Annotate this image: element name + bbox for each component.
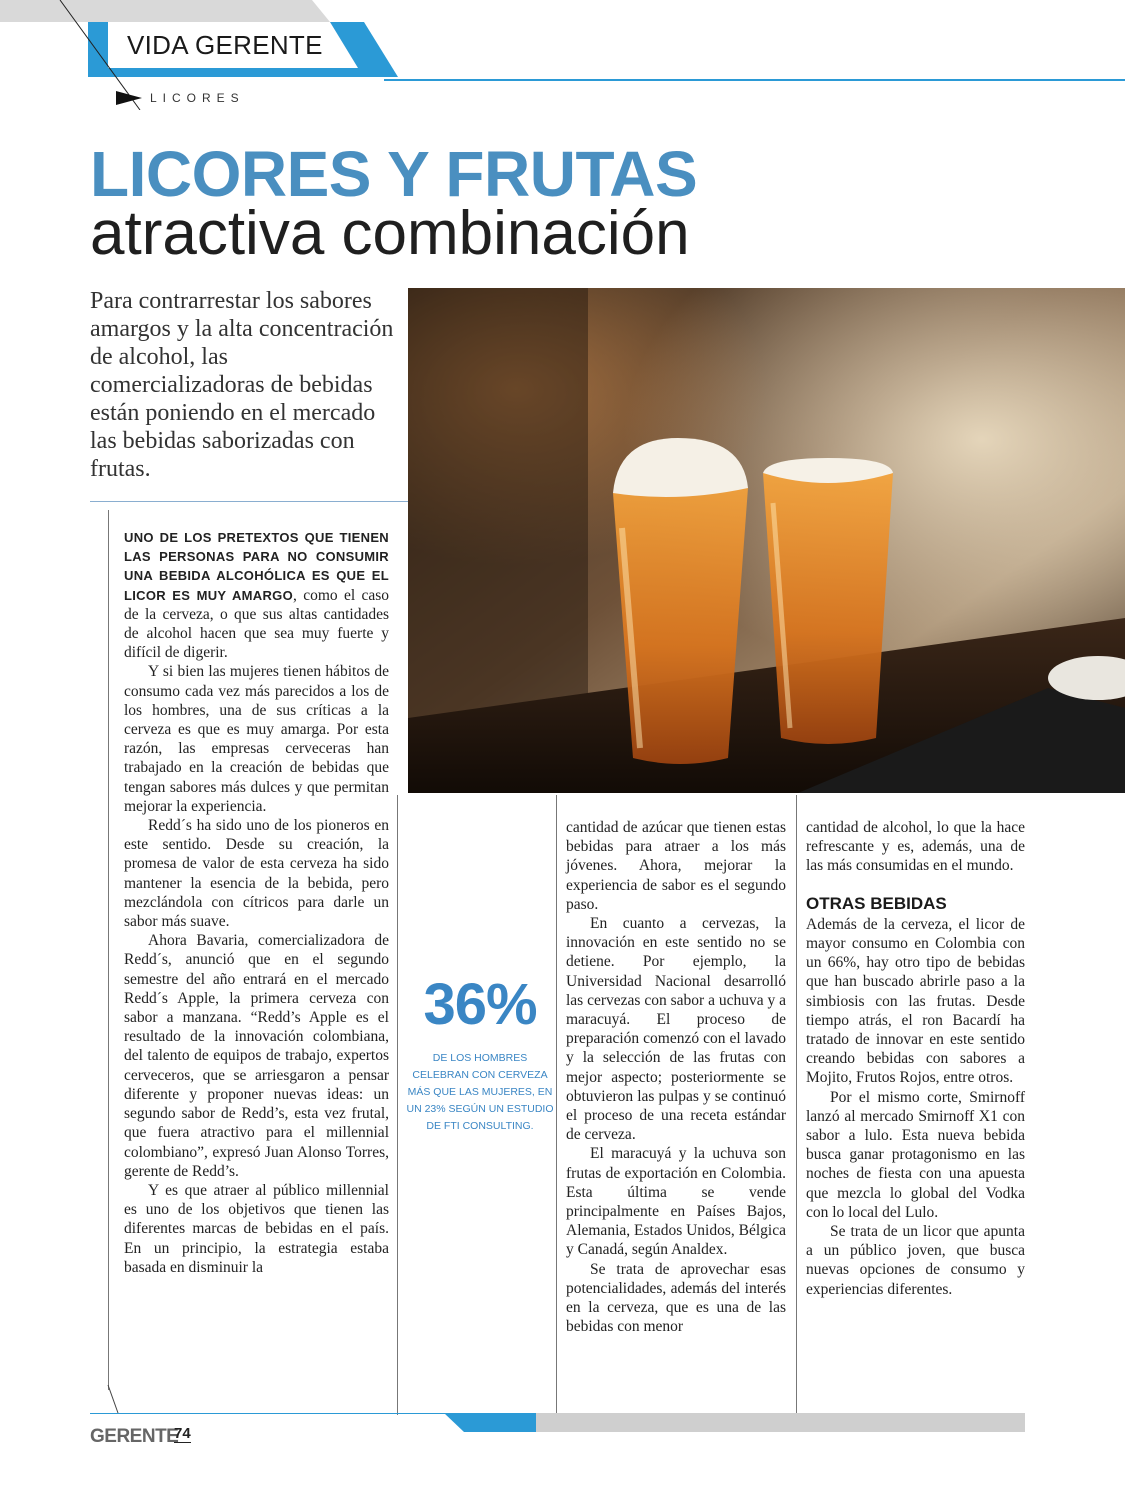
- column-rule-3: [796, 795, 797, 1415]
- stat-value: 36%: [423, 972, 537, 1037]
- lead-paragraph: Para contrarrestar los sabores amargos y la alta concentración de alcohol, las comercializadoras de bebidas están poniendo en el mercado las bebidas saborizadas con frutas.: [90, 288, 394, 482]
- article-column-3: [806, 818, 1025, 1299]
- column-rule-2: [556, 795, 557, 1415]
- decorative-corner: [100, 1385, 120, 1415]
- column-rule-left: [108, 510, 109, 1390]
- subsection-label: LICORES: [150, 91, 245, 105]
- headline: LICORES Y FRUTAS: [90, 138, 698, 210]
- intro-text: , como el caso de la cerveza, o que sus altas cantidades de alcohol hacen que sea muy fuerte y difícil de digerir.: [124, 586, 389, 662]
- paragraph: Redd´s ha sido uno de los pioneros en este sentido. Desde su creación, la promesa de valor de esta cerveza ha sido mantener la esencia de la bebida, pero mezclándola con cítricos para darle un sabor más suave.: [124, 817, 389, 931]
- paragraph: En cuanto a cervezas, la innovación en este sentido no se detiene. Por ejemplo, la Universidad Nacional desarrolló las cervezas con sabor a uchuva y a maracuyá. El proceso de preparación comenzó con el lavado y la selección de las frutas con mejor aspecto; posteriormente se obtuvieron las pulpas y se continuó el proceso de una receta estándar de cerveza.: [566, 915, 786, 1144]
- paragraph: Por el mismo corte, Smirnoff lanzó al mercado Smirnoff X1 con sabor a lulo. Esta nueva bebida busca ganar protagonismo en las noches de fiesta con una apuesta que mezcla lo global del Vodka con lo local del Lulo.: [806, 1088, 1025, 1221]
- footer-gray-band: [536, 1413, 1025, 1432]
- paragraph: Ahora Bavaria, comercializadora de Redd´s, anunció que en el segundo semestre del año entrará en el mercado Redd´s Apple, la primera cerveza con sabor a manzana. “Redd’s Apple es el resultado de la innovación colombiana, del talento de equipos de trabajo, expertos cerveceros, que se arriesgaron a pensar diferente y proponer nuevas ideas: un segundo sabor de Redd’s, esta vez frutal, que fuera atractivo para el millennial colombiano”, expresó Juan Alonso Torres, gerente de Redd’s.: [124, 932, 389, 1180]
- paragraph: Se trata de aprovechar esas potencialidades, además del interés en la cerveza, que es una de las bebidas con menor: [566, 1260, 786, 1336]
- section-title: VIDA GERENTE: [127, 30, 323, 60]
- beer-glasses-photo: [408, 288, 1125, 793]
- column-rule-1: [397, 795, 398, 1415]
- section-heading: OTRAS BEBIDAS: [806, 893, 947, 913]
- paragraph: Además de la cerveza, el licor de mayor consumo en Colombia con un 66%, hay otro tipo de bebidas que han buscado abrirle paso a la simbiosis con las frutas. Desde tiempo atrás, el ron Bacardí ha tratado de innovar en este sentido creando bebidas con sabores a Mojito, Frutos Rojos, entre otros.: [806, 915, 1025, 1087]
- stat-caption: DE LOS HOMBRES CELEBRAN CON CERVEZA MÁS QUE LAS MUJERES, EN UN 23% SEGÚN UN ESTUDIO DE FTI CONSULTING.: [406, 1052, 554, 1132]
- lead-rule: [90, 501, 410, 502]
- intro-caps: UNO DE LOS PRETEXTOS QUE TIENEN LAS PERSONAS PARA NO CONSUMIR UNA BEBIDA ALCOHÓLICA ES QUE EL LICOR ES MUY AMARGO: [124, 530, 389, 603]
- article-column-1: [124, 528, 389, 1277]
- article-column-2: [566, 818, 786, 1336]
- arrow-icon: [116, 91, 142, 105]
- paragraph: Se trata de un licor que apunta a un público joven, que busca nuevas opciones de consumo y experiencias diferentes.: [806, 1223, 1025, 1298]
- page-number: 74: [174, 1425, 191, 1442]
- footer-blue-band: [444, 1413, 536, 1432]
- subheadline: atractiva combinación: [90, 199, 690, 268]
- paragraph: El maracuyá y la uchuva son frutas de exportación en Colombia. Esta última se vende principalmente en Países Bajos, Alemania, Estados Unidos, Bélgica y Canadá, según Analdex.: [566, 1145, 786, 1259]
- paragraph: cantidad de azúcar que tienen estas bebidas para atraer a los más jóvenes. Ahora, mejorar la experiencia de sabor es el segundo paso.: [566, 819, 786, 913]
- paragraph: Y es que atraer al público millennial es uno de los objetivos que tienen las diferentes marcas de bebidas en el país. En un principio, la estrategia estaba basada en disminuir la: [124, 1181, 389, 1276]
- header-rule: [384, 79, 1125, 81]
- magazine-brand: GERENTE: [90, 1426, 179, 1447]
- paragraph: Y si bien las mujeres tienen hábitos de consumo cada vez más parecidos a los de los hombres, una de sus críticas a la cerveza es que es muy amarga. Por esta razón, las empresas cerveceras han trabajado en la creación de bebidas que tengan sabores más dulces y que permitan mejorar la experiencia.: [124, 663, 389, 815]
- paragraph: cantidad de alcohol, lo que la hace refrescante y es, además, una de las más consumidas en el mundo.: [806, 819, 1025, 875]
